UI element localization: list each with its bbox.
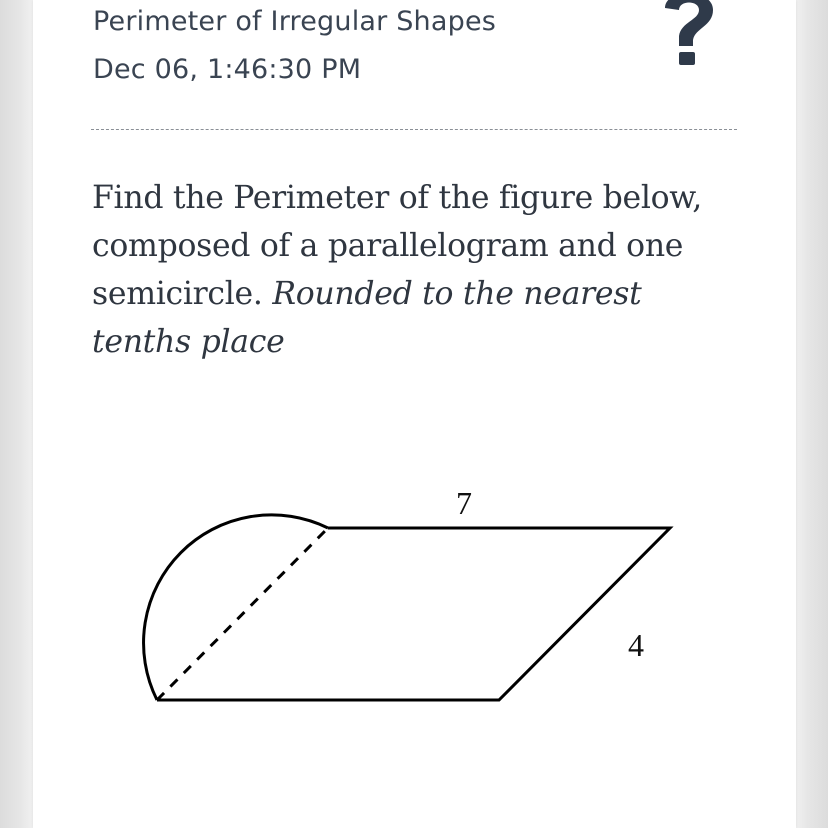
section-divider xyxy=(91,129,737,130)
question-italic-text: Rounded to the nearest tenths place xyxy=(92,276,642,360)
top-side-label: 7 xyxy=(456,485,472,521)
question-card xyxy=(33,0,796,828)
slant-side-label: 4 xyxy=(628,627,644,663)
question-text xyxy=(92,174,732,366)
semicircle-diameter xyxy=(157,528,328,700)
question-mark-icon[interactable] xyxy=(653,0,723,70)
question-plain-text: Find the Perimeter of the figure below, composed of a parallelogram and one semicircle. xyxy=(92,180,702,312)
assignment-title: Perimeter of Irregular Shapes xyxy=(93,6,497,37)
parallelogram-outline xyxy=(157,528,670,700)
timestamp: Dec 06, 1:46:30 PM xyxy=(93,54,362,85)
semicircle-arc xyxy=(144,515,328,700)
composite-figure xyxy=(33,460,796,740)
